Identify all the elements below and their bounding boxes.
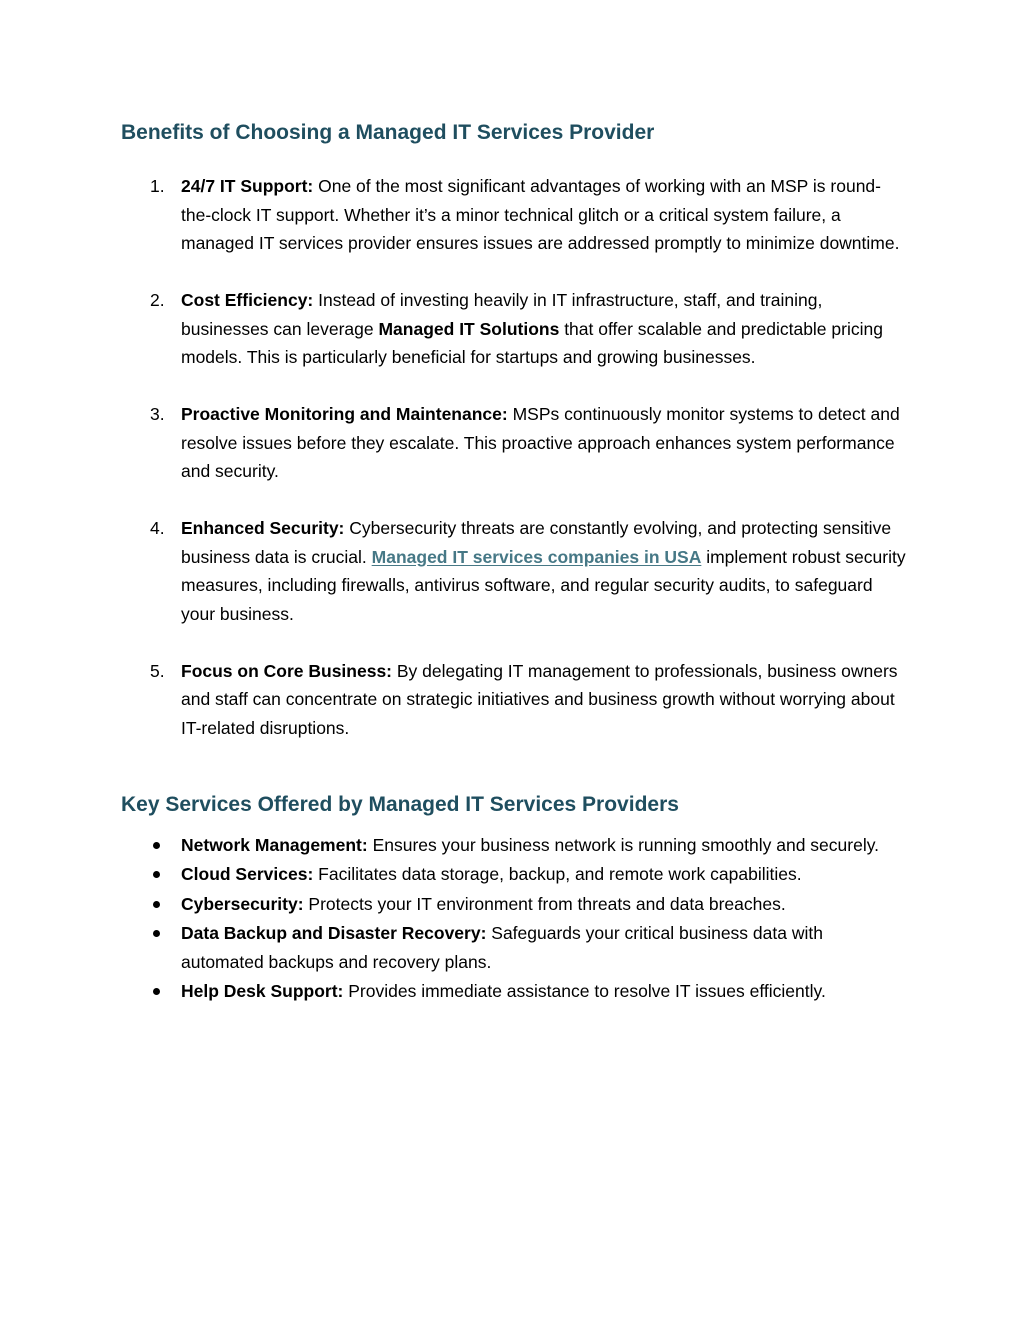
list-item [150, 172, 910, 258]
benefits-list [150, 172, 910, 771]
item-text: Safeguards your critical business data with automated backups and recovery plans. [181, 922, 823, 973]
item-label: Enhanced Security: [181, 518, 345, 538]
item-text: Facilitates data storage, backup, and remote work capabilities. [313, 864, 802, 885]
key-services-heading: Key Services Offered by Managed IT Services Providers [121, 793, 679, 816]
item-text: Instead of investing heavily in IT infrastructure, staff, and training, businesses can leverage [181, 290, 823, 339]
bullet-icon [153, 988, 160, 995]
list-item [150, 400, 910, 486]
item-label: Cost Efficiency: [181, 290, 314, 310]
list-item [150, 514, 910, 628]
list-item [150, 286, 910, 372]
item-label: Network Management: [181, 835, 368, 855]
item-text: Cybersecurity threats are constantly evolving, and protecting sensitive business data is crucial. [181, 518, 892, 567]
bullet-icon [153, 930, 160, 937]
item-text: implement robust security measures, including firewalls, antivirus software, and regular security audits, to safeguard your business. [181, 546, 906, 624]
list-item [150, 890, 910, 919]
list-number: 3. [150, 404, 165, 424]
list-number: 1. [150, 176, 165, 196]
msp-usa-link[interactable]: Managed IT services companies in USA [371, 546, 702, 567]
item-text: One of the most significant advantages of working with an MSP is round-the-clock IT support. Whether it’s a minor technical glitch or a critical system failure, a managed IT services provider ensures issues are addressed promptly to minimize downtime. [181, 176, 900, 253]
item-label: Cloud Services: [181, 864, 314, 885]
bullet-icon [153, 842, 160, 849]
list-item-body [181, 172, 910, 258]
list-item [150, 831, 910, 860]
item-label: 24/7 IT Support: [181, 176, 314, 196]
item-label: Focus on Core Business: [181, 660, 393, 681]
item-text: Protects your IT environment from threats and data breaches. [303, 893, 786, 914]
item-text: By delegating IT management to professionals, business owners and staff can concentrate on strategic initiatives and business growth without worrying about IT-related disruptions. [181, 660, 898, 738]
item-text: MSPs continuously monitor systems to detect and resolve issues before they escalate. This proactive approach enhances system performance and security. [181, 404, 900, 481]
item-label: Cybersecurity: [181, 893, 304, 914]
list-number: 4. [150, 518, 165, 538]
services-list [150, 831, 910, 1007]
list-item-body [181, 514, 910, 628]
item-text: Ensures your business network is running smoothly and securely. [367, 835, 880, 855]
list-item [150, 977, 910, 1006]
list-number: 2. [150, 290, 165, 310]
list-item [150, 657, 910, 743]
list-item [150, 919, 910, 978]
list-number: 5. [150, 660, 165, 681]
item-label: Help Desk Support: [181, 981, 344, 1002]
list-item-body [181, 286, 910, 372]
bullet-icon [153, 871, 160, 878]
item-label: Proactive Monitoring and Maintenance: [181, 404, 508, 424]
list-item [150, 860, 910, 889]
list-item-body [181, 400, 910, 486]
item-label: Data Backup and Disaster Recovery: [181, 922, 487, 943]
list-item-body [181, 657, 910, 743]
bullet-icon [153, 901, 160, 908]
item-text: that offer scalable and predictable pricing models. This is particularly beneficial for startups and growing businesses. [181, 318, 883, 367]
benefits-heading: Benefits of Choosing a Managed IT Services Provider [121, 121, 655, 144]
item-text: Provides immediate assistance to resolve IT issues efficiently. [343, 981, 826, 1002]
item-bold-inline: Managed IT Solutions [378, 318, 560, 339]
